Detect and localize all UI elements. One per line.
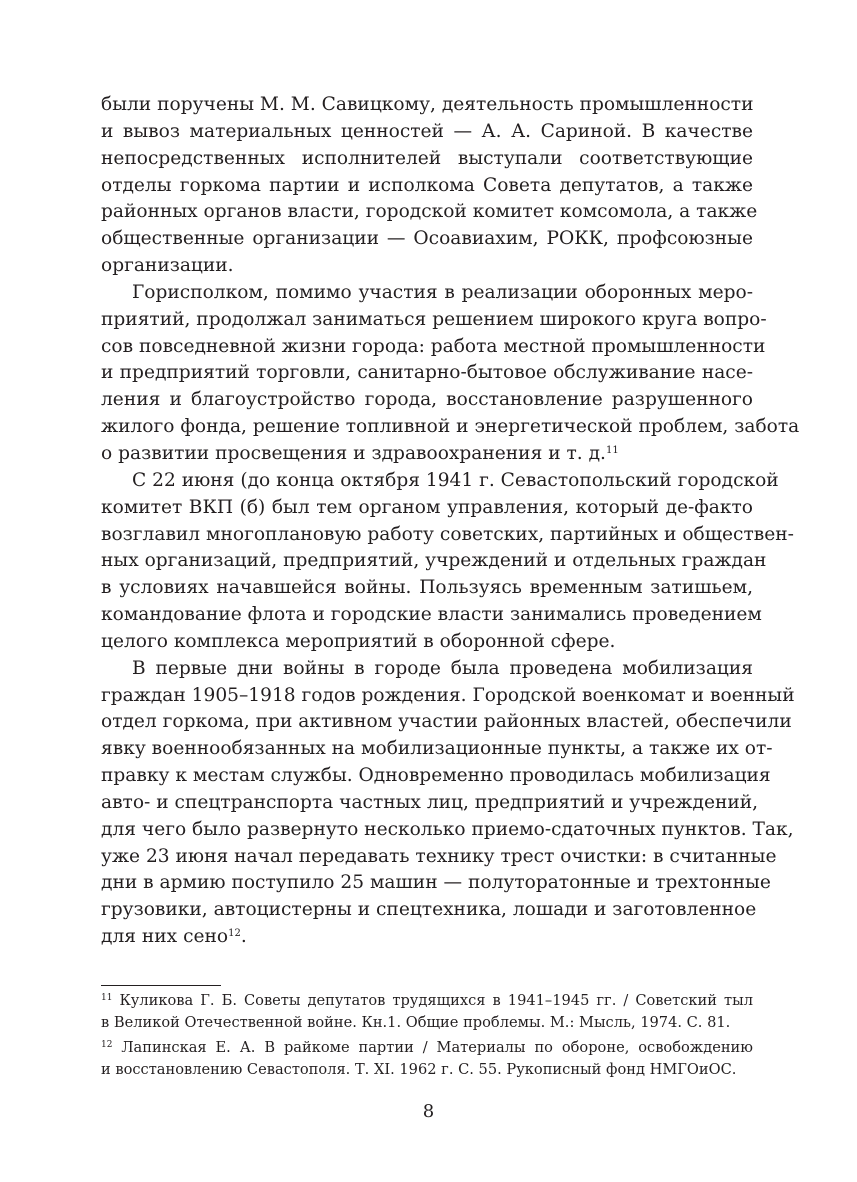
text-line: В первые дни войны в городе была проведена мобилизация — [132, 657, 753, 679]
footnote-number: 12 — [101, 1040, 113, 1050]
text-line: комитет ВКП (б) был тем органом управления, который де-факто — [101, 496, 753, 518]
text-line: граждан 1905–1918 годов рождения. Городской военкомат и военный — [101, 684, 795, 706]
footnote-ref-12[interactable]: 12 — [228, 928, 241, 940]
text-line: целого комплекса мероприятий в оборонной сфере. — [101, 630, 616, 652]
text-line: организации. — [101, 255, 234, 277]
text-line: С 22 июня (до конца октября 1941 г. Севастопольский городской — [132, 469, 779, 491]
text-line: Горисполком, помимо участия в реализации оборонных меро- — [132, 281, 753, 303]
text-line — [101, 924, 753, 951]
text-line: непосредственных исполнителей выступали соответствующие — [101, 147, 753, 169]
text-line: приятий, продолжал заниматься решением широкого круга вопро- — [101, 308, 767, 330]
footnote-text: Лапинская Е. А. В райкоме партии / Материалы по обороне, освобождению — [121, 1039, 753, 1056]
paragraph-2 — [101, 280, 800, 468]
footnote-number: 11 — [101, 993, 113, 1003]
paragraph-4 — [101, 656, 795, 951]
footnotes — [101, 990, 753, 1081]
text-line: ления и благоустройство города, восстановление разрушенного — [101, 389, 753, 411]
footnote-12 — [101, 1037, 753, 1059]
text-line: авто- и спецтранспорта частных лиц, предприятий и учреждений, — [101, 791, 759, 813]
text-line-content: о развитии просвещения и здравоохранения и т. д. — [101, 442, 606, 464]
text-line: явку военнообязанных на мобилизационные пункты, а также их от- — [101, 738, 773, 760]
paragraph-1 — [101, 92, 758, 280]
text-line: и предприятий торговли, санитарно-бытовое обслуживание насе- — [101, 362, 753, 384]
text-line: общественные организации — Осоавиахим, РОКК, профсоюзные — [101, 228, 753, 250]
text-line: грузовики, автоцистерны и спецтехника, лошади и заготовленное — [101, 899, 757, 921]
text-line: уже 23 июня начал передавать технику трест очистки: в считанные — [101, 845, 777, 867]
paragraph-3 — [101, 468, 794, 656]
text-line: правку к местам службы. Одновременно проводилась мобилизация — [101, 765, 771, 787]
footnote-12-line-2: и восстановлению Севастополя. Т. XI. 1962 г. С. 55. Рукописный фонд НМГОиОС. — [101, 1061, 737, 1078]
text-line: в условиях начавшейся войны. Пользуясь временным затишьем, — [101, 577, 753, 599]
text-line-content: для них сено — [101, 926, 229, 948]
text-line: отдел горкома, при активном участии районных властей, обеспечили — [101, 711, 792, 733]
body-text — [101, 92, 800, 951]
footnote-11 — [101, 990, 753, 1012]
text-line: ных организаций, предприятий, учреждений и отдельных граждан — [101, 550, 767, 572]
text-line: возглавил многоплановую работу советских, партийных и обществен- — [101, 523, 794, 545]
page-number: 8 — [422, 1101, 435, 1122]
footnote-ref-11[interactable]: 11 — [605, 444, 619, 456]
text-line: районных органов власти, городской комитет комсомола, а также — [101, 201, 758, 223]
footnote-11-line-2: в Великой Отечественной войне. Кн.1. Общие проблемы. М.: Мысль, 1974. С. 81. — [101, 1014, 731, 1031]
text-line: командование флота и городские власти занимались проведением — [101, 604, 762, 626]
footnote-separator — [101, 985, 221, 986]
text-line: сов повседневной жизни города: работа местной промышленности — [101, 335, 766, 357]
text-line: жилого фонда, решение топливной и энергетической проблем, забота — [101, 416, 800, 438]
sentence-end: . — [240, 926, 247, 948]
footnote-text: Куликова Г. Б. Советы депутатов трудящихся в 1941–1945 гг. / Советский тыл — [119, 992, 753, 1009]
text-line: и вывоз материальных ценностей — А. А. Сариной. В качестве — [101, 120, 753, 142]
text-line — [101, 441, 753, 468]
text-line: дни в армию поступило 25 машин — полуторатонные и трехтонные — [101, 872, 771, 894]
text-line: отделы горкома партии и исполкома Совета депутатов, а также — [101, 174, 753, 196]
text-line: были поручены М. М. Савицкому, деятельность промышленности — [101, 94, 754, 115]
text-line: для чего было развернуто несколько приемо-сдаточных пунктов. Так, — [101, 818, 794, 840]
